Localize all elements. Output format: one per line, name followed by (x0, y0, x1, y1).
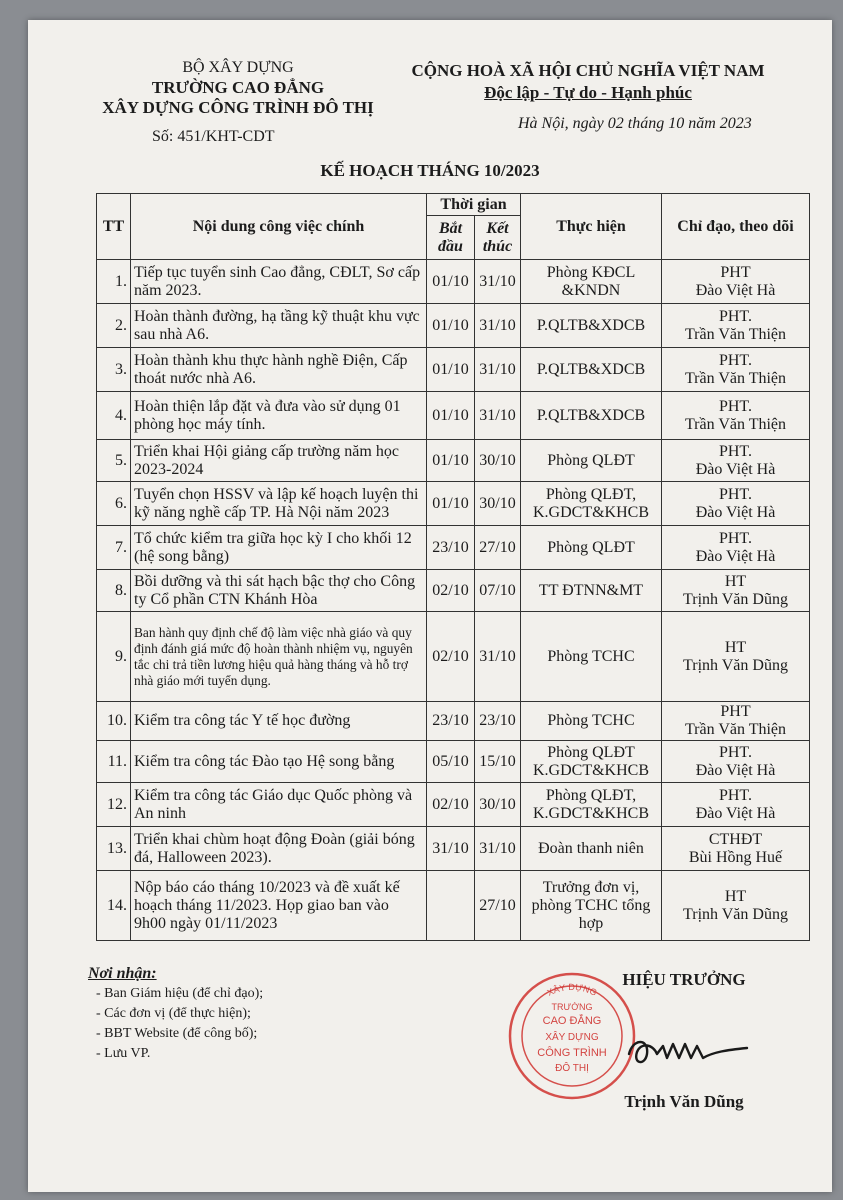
svg-text:XÂY DỰNG (545, 982, 598, 998)
header-director: Chỉ đạo, theo dõi (662, 194, 810, 260)
recipient-item: - BBT Website (để công bố); (96, 1026, 258, 1041)
school-name-line2: XÂY DỰNG CÔNG TRÌNH ĐÔ THỊ (102, 98, 374, 117)
row-start-date: 01/10 (427, 392, 475, 440)
header-content: Nội dung công việc chính (131, 194, 427, 260)
issuer-block (88, 58, 388, 118)
director-title: PHT. (718, 442, 753, 460)
row-start-date: 01/10 (427, 440, 475, 482)
director-name: Trần Văn Thiện (684, 369, 787, 387)
row-end-date: 30/10 (475, 482, 521, 526)
stamp-line: ĐÔ THỊ (555, 1063, 589, 1074)
national-motto: Độc lập - Tự do - Hạnh phúc (484, 83, 692, 102)
director-name: Đào Việt Hà (695, 503, 776, 521)
stamp-line: CÔNG TRÌNH (537, 1047, 607, 1059)
ministry-name: BỘ XÂY DỰNG (182, 59, 294, 76)
plan-row (97, 304, 810, 348)
row-end-date: 31/10 (475, 348, 521, 392)
director-title: PHT (720, 703, 751, 720)
row-end-date: 07/10 (475, 570, 521, 612)
row-end-date: 31/10 (475, 260, 521, 304)
row-content: Ban hành quy định chế độ làm việc nhà giáo và quy định đánh giá mức độ hoàn thành nhiệm vụ, nguyên tắc chi trả tiền lương hiệu quả hàng tháng và hỗ trợ nhà giáo mới tuyển dụng. (131, 612, 427, 702)
plan-row (97, 612, 810, 702)
director-title: PHT. (718, 743, 753, 761)
row-executor: TT ĐTNN&MT (521, 570, 662, 612)
row-content: Kiểm tra công tác Giáo dục Quốc phòng và An ninh (131, 783, 427, 827)
row-end-date: 31/10 (475, 612, 521, 702)
director-name: Trịnh Văn Dũng (683, 905, 788, 923)
header-tt: TT (97, 194, 131, 260)
director-name: Đào Việt Hà (695, 761, 776, 779)
row-start-date: 01/10 (427, 260, 475, 304)
row-director (662, 827, 810, 871)
director-name: Trịnh Văn Dũng (683, 590, 788, 608)
plan-row (97, 702, 810, 741)
row-end-date: 23/10 (475, 702, 521, 741)
row-executor: Phòng QLĐT (521, 526, 662, 570)
row-number: 1. (97, 260, 131, 304)
row-start-date: 01/10 (427, 304, 475, 348)
row-number: 7. (97, 526, 131, 570)
place-date: Hà Nội, ngày 02 tháng 10 năm 2023 (518, 115, 752, 132)
nation-name: CỘNG HOÀ XÃ HỘI CHỦ NGHĨA VIỆT NAM (411, 61, 765, 80)
row-director (662, 570, 810, 612)
row-executor: Phòng TCHC (521, 702, 662, 741)
row-start-date: 05/10 (427, 741, 475, 783)
row-director (662, 741, 810, 783)
row-content: Bồi dưỡng và thi sát hạch bậc thợ cho Công ty Cổ phần CTN Khánh Hòa (131, 570, 427, 612)
plan-row (97, 827, 810, 871)
director-name: Đào Việt Hà (695, 804, 776, 822)
handwritten-signature (623, 1028, 753, 1072)
plan-row (97, 440, 810, 482)
plan-row (97, 871, 810, 941)
row-start-date: 23/10 (427, 526, 475, 570)
signer-name: Trịnh Văn Dũng (624, 1092, 744, 1111)
row-number: 10. (97, 702, 131, 741)
row-end-date: 30/10 (475, 440, 521, 482)
signer-title: HIỆU TRƯỞNG (622, 970, 746, 989)
director-title: PHT. (718, 529, 753, 547)
row-start-date: 02/10 (427, 783, 475, 827)
row-director (662, 260, 810, 304)
director-title: PHT. (718, 397, 753, 415)
director-title: PHT. (718, 351, 753, 369)
row-director (662, 392, 810, 440)
row-number: 11. (97, 741, 131, 783)
document-title: KẾ HOẠCH THÁNG 10/2023 (320, 161, 540, 180)
row-start-date: 01/10 (427, 348, 475, 392)
plan-table (96, 193, 810, 941)
row-end-date: 27/10 (475, 526, 521, 570)
row-content: Hoàn thành đường, hạ tầng kỹ thuật khu vực sau nhà A6. (131, 304, 427, 348)
plan-row (97, 570, 810, 612)
director-name: Trần Văn Thiện (684, 415, 787, 433)
row-end-date: 15/10 (475, 741, 521, 783)
header-start: Bắt đầu (427, 216, 475, 260)
row-number: 9. (97, 612, 131, 702)
row-executor: Phòng TCHC (521, 612, 662, 702)
plan-row (97, 526, 810, 570)
recipients-block (88, 964, 263, 1064)
row-end-date: 31/10 (475, 304, 521, 348)
row-executor: P.QLTB&XDCB (521, 348, 662, 392)
director-title: PHT. (718, 307, 753, 325)
row-executor: P.QLTB&XDCB (521, 392, 662, 440)
row-executor: Phòng QLĐT, K.GDCT&KHCB (521, 482, 662, 526)
row-start-date: 31/10 (427, 827, 475, 871)
row-number: 12. (97, 783, 131, 827)
director-title: CTHĐT (708, 830, 763, 848)
row-content: Hoàn thiện lắp đặt và đưa vào sử dụng 01 phòng học máy tính. (131, 392, 427, 440)
row-director (662, 440, 810, 482)
recipients-heading: Nơi nhận: (88, 965, 157, 982)
row-director (662, 304, 810, 348)
row-number: 6. (97, 482, 131, 526)
stamp-line: TRƯỜNG (551, 1002, 593, 1012)
row-number: 2. (97, 304, 131, 348)
plan-row (97, 260, 810, 304)
plan-row (97, 741, 810, 783)
row-content: Kiểm tra công tác Đào tạo Hệ song bằng (131, 741, 427, 783)
row-end-date: 31/10 (475, 827, 521, 871)
plan-row (97, 348, 810, 392)
recipient-item: - Ban Giám hiệu (để chỉ đạo); (96, 986, 264, 1001)
director-title: PHT. (718, 485, 753, 503)
row-executor: Đoàn thanh niên (521, 827, 662, 871)
plan-row (97, 392, 810, 440)
row-content: Hoàn thành khu thực hành nghề Điện, Cấp thoát nước nhà A6. (131, 348, 427, 392)
header-time: Thời gian (427, 194, 521, 216)
director-name: Trần Văn Thiện (684, 721, 787, 738)
director-name: Đào Việt Hà (695, 281, 776, 299)
row-start-date: 02/10 (427, 612, 475, 702)
row-content: Triển khai chùm hoạt động Đoàn (giải bóng đá, Halloween 2023). (131, 827, 427, 871)
row-number: 8. (97, 570, 131, 612)
row-number: 4. (97, 392, 131, 440)
row-content: Nộp báo cáo tháng 10/2023 và đề xuất kế hoạch tháng 11/2023. Họp giao ban vào 9h00 ngày 01/11/2023 (131, 871, 427, 941)
row-executor: Phòng KĐCL &KNDN (521, 260, 662, 304)
row-executor: Phòng QLĐT (521, 440, 662, 482)
row-content: Tổ chức kiểm tra giữa học kỳ I cho khối 12 (hệ song bằng) (131, 526, 427, 570)
row-content: Kiểm tra công tác Y tế học đường (131, 702, 427, 741)
director-title: HT (724, 638, 747, 656)
row-executor: Phòng QLĐT K.GDCT&KHCB (521, 741, 662, 783)
plan-row (97, 482, 810, 526)
national-heading (388, 60, 788, 104)
header-end: Kết thúc (475, 216, 521, 260)
row-start-date: 01/10 (427, 482, 475, 526)
director-name: Đào Việt Hà (695, 547, 776, 565)
row-executor: P.QLTB&XDCB (521, 304, 662, 348)
row-end-date: 31/10 (475, 392, 521, 440)
row-number: 5. (97, 440, 131, 482)
director-title: HT (724, 572, 747, 590)
school-name-line1: TRƯỜNG CAO ĐẲNG (151, 78, 325, 97)
document-page (28, 20, 832, 1192)
row-number: 13. (97, 827, 131, 871)
row-director (662, 348, 810, 392)
director-name: Bùi Hồng Huế (688, 848, 783, 866)
row-end-date: 30/10 (475, 783, 521, 827)
row-executor: Phòng QLĐT, K.GDCT&KHCB (521, 783, 662, 827)
plan-table-body (97, 260, 810, 941)
director-name: Trần Văn Thiện (684, 325, 787, 343)
row-director (662, 702, 810, 741)
row-start-date (427, 871, 475, 941)
recipient-item: - Các đơn vị (để thực hiện); (96, 1006, 251, 1021)
stamp-ring-text: XÂY DỰNG (545, 981, 599, 998)
document-number: Số: 451/KHT-CDT (152, 128, 275, 145)
row-director (662, 871, 810, 941)
director-name: Trịnh Văn Dũng (683, 656, 788, 674)
row-start-date: 23/10 (427, 702, 475, 741)
director-title: PHT. (718, 786, 753, 804)
row-content: Tiếp tục tuyển sinh Cao đẳng, CĐLT, Sơ cấp năm 2023. (131, 260, 427, 304)
stamp-line: CAO ĐẲNG (542, 1015, 602, 1027)
director-name: Đào Việt Hà (695, 460, 776, 478)
plan-row (97, 783, 810, 827)
official-stamp (506, 970, 638, 1102)
row-end-date: 27/10 (475, 871, 521, 941)
row-number: 14. (97, 871, 131, 941)
director-title: HT (724, 887, 747, 905)
recipient-item: - Lưu VP. (96, 1046, 151, 1061)
row-number: 3. (97, 348, 131, 392)
row-content: Tuyển chọn HSSV và lập kế hoạch luyện thi kỹ năng nghề cấp TP. Hà Nội năm 2023 (131, 482, 427, 526)
row-executor: Trưởng đơn vị, phòng TCHC tổng hợp (521, 871, 662, 941)
row-start-date: 02/10 (427, 570, 475, 612)
row-director (662, 612, 810, 702)
row-director (662, 482, 810, 526)
stamp-line: XÂY DỰNG (545, 1032, 599, 1043)
row-director (662, 526, 810, 570)
header-executor: Thực hiện (521, 194, 662, 260)
row-content: Triển khai Hội giảng cấp trường năm học 2023-2024 (131, 440, 427, 482)
director-title: PHT (720, 263, 751, 281)
row-director (662, 783, 810, 827)
